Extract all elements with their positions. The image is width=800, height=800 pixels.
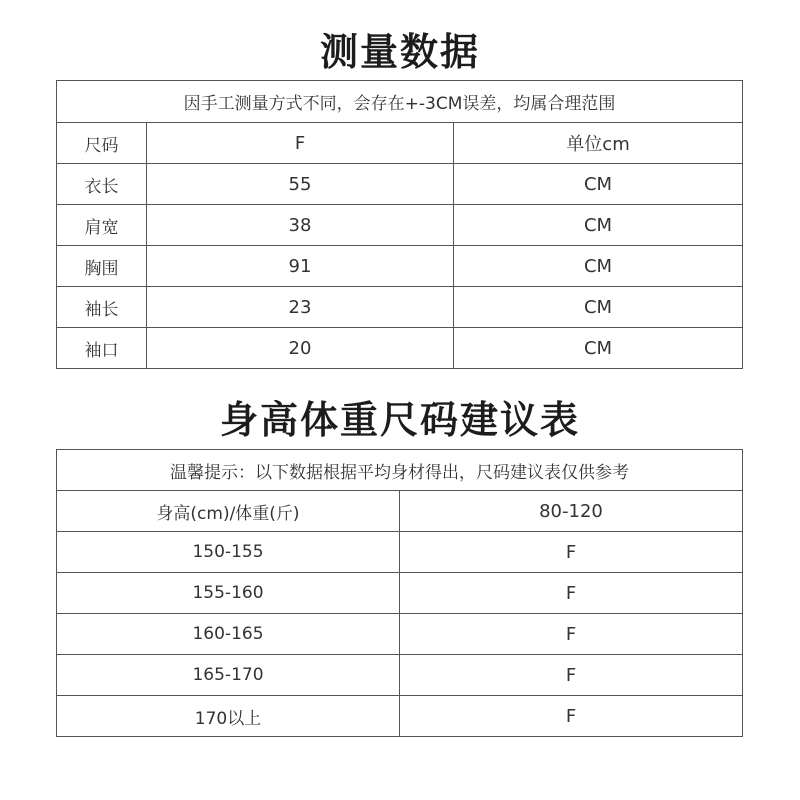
header-unit: 单位cm — [454, 123, 743, 164]
table-row — [57, 246, 743, 287]
header-weight-range: 80-120 — [400, 491, 743, 532]
row-value: 23 — [147, 287, 454, 328]
row-size: F — [400, 614, 743, 655]
row-unit: CM — [454, 246, 743, 287]
row-value: 20 — [147, 328, 454, 369]
row-value: 91 — [147, 246, 454, 287]
row-label: 肩宽 — [57, 205, 147, 246]
row-height: 160-165 — [57, 614, 400, 655]
row-height: 155-160 — [57, 573, 400, 614]
size-guide-note: 温馨提示：以下数据根据平均身材得出，尺码建议表仅供参考 — [57, 450, 743, 491]
row-size: F — [400, 573, 743, 614]
size-guide-title: 身高体重尺码建议表 — [219, 398, 580, 442]
table-row — [57, 696, 743, 737]
row-label: 袖口 — [57, 328, 147, 369]
size-guide-table — [56, 449, 743, 737]
row-label: 袖长 — [57, 287, 147, 328]
table-row — [57, 164, 743, 205]
header-size-value: F — [147, 123, 454, 164]
measurement-note: 因手工测量方式不同，会存在+-3CM误差，均属合理范围 — [57, 81, 743, 123]
row-size: F — [400, 532, 743, 573]
table-row — [57, 614, 743, 655]
row-label: 胸围 — [57, 246, 147, 287]
row-height: 170以上 — [57, 696, 400, 737]
size-guide-note-row — [57, 450, 743, 491]
row-value: 38 — [147, 205, 454, 246]
row-unit: CM — [454, 205, 743, 246]
table-row — [57, 655, 743, 696]
measurement-note-row — [57, 81, 743, 123]
header-size-label: 尺码 — [57, 123, 147, 164]
table-row — [57, 532, 743, 573]
header-height-weight: 身高(cm)/体重(斤) — [57, 491, 400, 532]
row-height: 150-155 — [57, 532, 400, 573]
table-row — [57, 287, 743, 328]
row-height: 165-170 — [57, 655, 400, 696]
measurement-header-row — [57, 123, 743, 164]
size-guide-header-row — [57, 491, 743, 532]
table-row — [57, 573, 743, 614]
row-unit: CM — [454, 328, 743, 369]
row-unit: CM — [454, 164, 743, 205]
row-size: F — [400, 655, 743, 696]
row-size: F — [400, 696, 743, 737]
table-row — [57, 328, 743, 369]
measurement-title: 测量数据 — [319, 30, 480, 74]
row-value: 55 — [147, 164, 454, 205]
row-unit: CM — [454, 287, 743, 328]
measurement-table — [56, 80, 743, 369]
table-row — [57, 205, 743, 246]
row-label: 衣长 — [57, 164, 147, 205]
